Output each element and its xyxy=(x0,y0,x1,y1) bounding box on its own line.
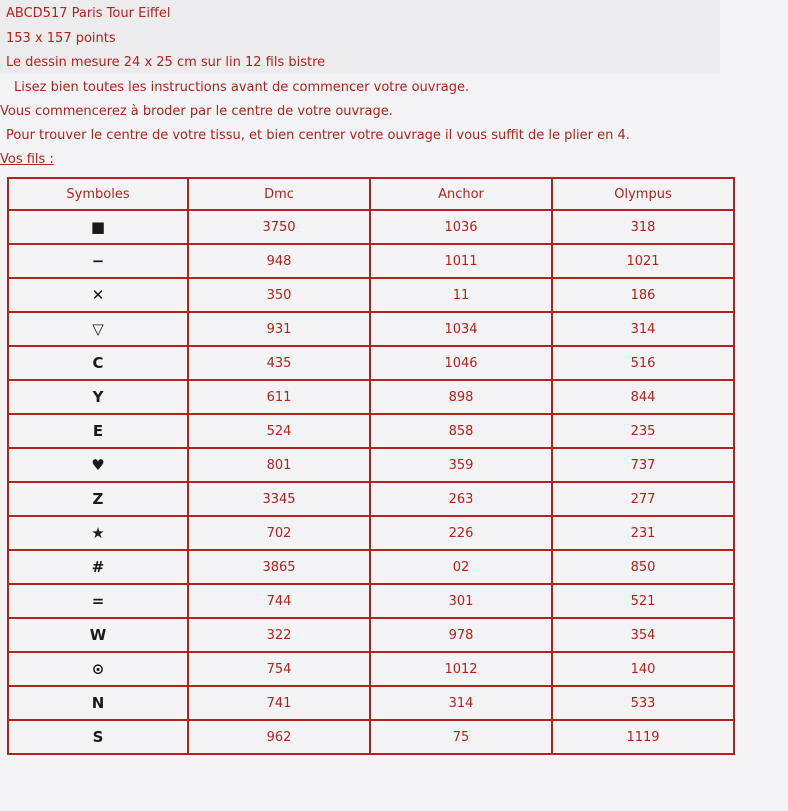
olympus-cell: 231 xyxy=(552,516,734,550)
symbol-cell: ♥ xyxy=(8,448,188,482)
dmc-cell: 322 xyxy=(188,618,370,652)
dmc-cell: 741 xyxy=(188,686,370,720)
symbol-cell: # xyxy=(8,550,188,584)
instruction-read: Lisez bien toutes les instructions avant de commencer votre ouvrage. xyxy=(14,80,470,95)
table-row xyxy=(8,244,734,278)
olympus-cell: 186 xyxy=(552,278,734,312)
header-symboles: Symboles xyxy=(8,178,188,210)
dmc-cell: 702 xyxy=(188,516,370,550)
symbol-cell: ★ xyxy=(8,516,188,550)
table-row xyxy=(8,448,734,482)
anchor-cell: 301 xyxy=(370,584,552,618)
olympus-cell: 318 xyxy=(552,210,734,244)
anchor-cell: 978 xyxy=(370,618,552,652)
olympus-cell: 850 xyxy=(552,550,734,584)
anchor-cell: 1011 xyxy=(370,244,552,278)
dmc-cell: 754 xyxy=(188,652,370,686)
anchor-cell: 359 xyxy=(370,448,552,482)
olympus-cell: 140 xyxy=(552,652,734,686)
dmc-cell: 611 xyxy=(188,380,370,414)
pattern-title: ABCD517 Paris Tour Eiffel xyxy=(6,6,171,21)
table-row xyxy=(8,516,734,550)
table-header-row xyxy=(8,178,734,210)
table-row xyxy=(8,720,734,754)
header-olympus: Olympus xyxy=(552,178,734,210)
anchor-cell: 263 xyxy=(370,482,552,516)
table-row xyxy=(8,686,734,720)
table-row xyxy=(8,652,734,686)
dmc-cell: 3865 xyxy=(188,550,370,584)
symbol-cell: ⊙ xyxy=(8,652,188,686)
anchor-cell: 226 xyxy=(370,516,552,550)
olympus-cell: 314 xyxy=(552,312,734,346)
anchor-cell: 314 xyxy=(370,686,552,720)
symbol-cell: Z xyxy=(8,482,188,516)
symbol-cell: ▽ xyxy=(8,312,188,346)
dmc-cell: 3345 xyxy=(188,482,370,516)
dmc-cell: 744 xyxy=(188,584,370,618)
instruction-find-center: Pour trouver le centre de votre tissu, et bien centrer votre ouvrage il vous suffit de le plier en 4. xyxy=(6,128,630,143)
threads-heading: Vos fils : xyxy=(0,152,54,167)
olympus-cell: 737 xyxy=(552,448,734,482)
olympus-cell: 235 xyxy=(552,414,734,448)
table-row xyxy=(8,278,734,312)
olympus-cell: 1119 xyxy=(552,720,734,754)
symbol-cell: E xyxy=(8,414,188,448)
design-size: Le dessin mesure 24 x 25 cm sur lin 12 fils bistre xyxy=(6,55,326,70)
dmc-cell: 801 xyxy=(188,448,370,482)
table-row xyxy=(8,414,734,448)
symbol-cell: Y xyxy=(8,380,188,414)
dmc-cell: 931 xyxy=(188,312,370,346)
olympus-cell: 277 xyxy=(552,482,734,516)
dmc-cell: 3750 xyxy=(188,210,370,244)
olympus-cell: 521 xyxy=(552,584,734,618)
dmc-cell: 435 xyxy=(188,346,370,380)
anchor-cell: 02 xyxy=(370,550,552,584)
anchor-cell: 1012 xyxy=(370,652,552,686)
table-row xyxy=(8,482,734,516)
anchor-cell: 1036 xyxy=(370,210,552,244)
table-row xyxy=(8,210,734,244)
symbol-cell: ■ xyxy=(8,210,188,244)
table-row xyxy=(8,380,734,414)
dmc-cell: 350 xyxy=(188,278,370,312)
anchor-cell: 75 xyxy=(370,720,552,754)
olympus-cell: 516 xyxy=(552,346,734,380)
table-row xyxy=(8,346,734,380)
dmc-cell: 962 xyxy=(188,720,370,754)
anchor-cell: 858 xyxy=(370,414,552,448)
anchor-cell: 1046 xyxy=(370,346,552,380)
dmc-cell: 948 xyxy=(188,244,370,278)
threads-table xyxy=(7,177,735,755)
olympus-cell: 1021 xyxy=(552,244,734,278)
symbol-cell: = xyxy=(8,584,188,618)
instruction-start-center: Vous commencerez à broder par le centre de votre ouvrage. xyxy=(0,104,393,119)
header-dmc: Dmc xyxy=(188,178,370,210)
symbol-cell: N xyxy=(8,686,188,720)
olympus-cell: 844 xyxy=(552,380,734,414)
table-row xyxy=(8,550,734,584)
header-anchor: Anchor xyxy=(370,178,552,210)
table-row xyxy=(8,618,734,652)
dmc-cell: 524 xyxy=(188,414,370,448)
symbol-cell: ✕ xyxy=(8,278,188,312)
table-row xyxy=(8,584,734,618)
anchor-cell: 1034 xyxy=(370,312,552,346)
table-row xyxy=(8,312,734,346)
stitch-count: 153 x 157 points xyxy=(6,31,116,46)
olympus-cell: 533 xyxy=(552,686,734,720)
symbol-cell: W xyxy=(8,618,188,652)
anchor-cell: 898 xyxy=(370,380,552,414)
symbol-cell: − xyxy=(8,244,188,278)
symbol-cell: S xyxy=(8,720,188,754)
symbol-cell: C xyxy=(8,346,188,380)
olympus-cell: 354 xyxy=(552,618,734,652)
anchor-cell: 11 xyxy=(370,278,552,312)
